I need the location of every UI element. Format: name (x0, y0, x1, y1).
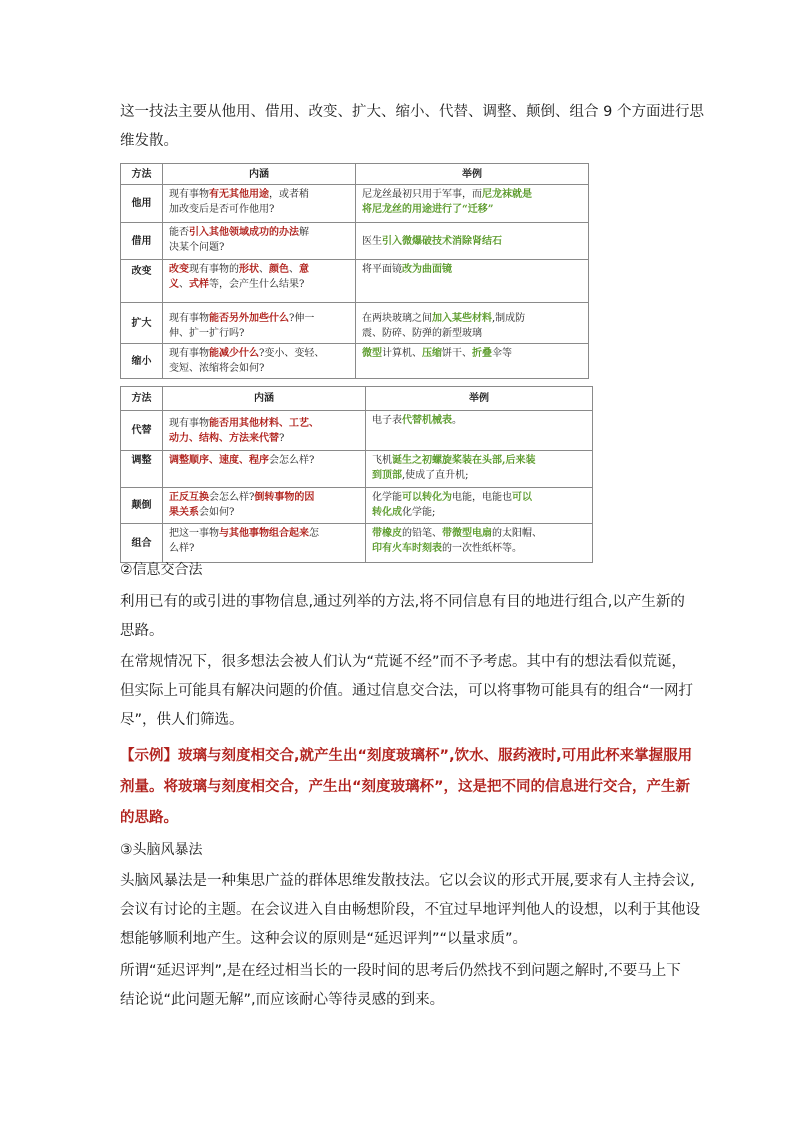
text-line: 会议有讨论的主题。在会议进入自由畅想阶段，不宜过早地评判他人的设想，以利于其他设 (120, 902, 700, 918)
example-paragraph (120, 741, 693, 834)
text-line: 头脑风暴法是一种集思广益的群体思维发散技法。它以会议的形式开展,要求有人主持会议, (120, 873, 695, 889)
table-row (121, 488, 593, 524)
text-line: 维发散。 (120, 133, 178, 149)
paragraph (120, 588, 685, 646)
content-cell: 现有事物能减少什么?变小、变轻、 变短、浓缩将会如何? (163, 344, 356, 379)
method-cell: 组合 (121, 524, 163, 563)
method-cell: 颠倒 (121, 488, 163, 524)
method-cell: 调整 (121, 451, 163, 488)
section-heading-brainstorm: ③头脑风暴法 (120, 842, 203, 858)
method-table-2 (120, 386, 593, 563)
table-row (121, 524, 593, 563)
text-line: 尽”，供人们筛选。 (120, 712, 244, 728)
table-row (121, 223, 589, 260)
section-heading-info-crossing: ②信息交合法 (120, 562, 203, 578)
example-cell: 飞机诞生之初螺旋桨装在头部,后来装 到顶部,使成了直升机; (366, 451, 593, 488)
text-line: 这一技法主要从他用、借用、改变、扩大、缩小、代替、调整、颠倒、组合 9 个方面进行思 (120, 104, 704, 120)
table-row (121, 411, 593, 451)
text-line: 结论说“此问题无解”,而应该耐心等待灵感的到来。 (120, 992, 445, 1008)
table-header-row (121, 164, 589, 185)
example-cell: 微型计算机、压缩饼干、折叠伞等 (356, 344, 589, 379)
method-cell: 他用 (121, 185, 163, 223)
example-cell: 尼龙丝最初只用于军事，而尼龙袜就是 将尼龙丝的用途进行了“迁移” (356, 185, 589, 223)
header-content: 内涵 (163, 164, 356, 185)
text-line: 思路。 (120, 623, 164, 639)
text-line: 在常规情况下，很多想法会被人们认为“荒诞不经”而不予考虑。其中有的想法看似荒诞， (120, 654, 687, 670)
text-line: 所谓“延迟评判”,是在经过相当长的一段时间的思考后仍然找不到问题之解时,不要马上下 (120, 963, 681, 979)
header-content: 内涵 (163, 387, 366, 411)
content-cell: 现有事物有无其他用途，或者稍 加改变后是否可作他用? (163, 185, 356, 223)
table-header-row (121, 387, 593, 411)
content-cell: 调整顺序、速度、程序会怎么样? (163, 451, 366, 488)
header-method: 方法 (121, 164, 163, 185)
header-example: 举例 (366, 387, 593, 411)
intro-paragraph (120, 98, 704, 156)
text-line: 的思路。 (120, 810, 178, 826)
table-row (121, 185, 589, 223)
text-line: 【示例】玻璃与刻度相交合,就产生出“刻度玻璃杯”,饮水、服药液时,可用此杯来掌握服用 (120, 748, 693, 764)
example-cell: 电子表代替机械表。 (366, 411, 593, 451)
example-cell: 医生引入微爆破技术消除肾结石 (356, 223, 589, 260)
content-cell: 现有事物能否用其他材料、工艺、 动力、结构、方法来代替? (163, 411, 366, 451)
method-table-1 (120, 163, 589, 379)
content-cell: 改变现有事物的形状、颜色、意 义、式样等，会产生什么结果? (163, 260, 356, 303)
table-row (121, 451, 593, 488)
paragraph (120, 648, 694, 735)
table-row (121, 303, 589, 344)
example-cell: 带橡皮的铅笔、带微型电扇的太阳帽、 印有火车时刻表的一次性纸杯等。 (366, 524, 593, 563)
example-cell: 化学能可以转化为电能，电能也可以 转化成化学能; (366, 488, 593, 524)
method-cell: 借用 (121, 223, 163, 260)
table-row (121, 344, 589, 379)
text-line: 利用已有的或引进的事物信息,通过列举的方法,将不同信息有目的地进行组合,以产生新的 (120, 594, 685, 610)
text-line: 想能够顺利地产生。这种会议的原则是“延迟评判”“以量求质”。 (120, 931, 528, 947)
method-cell: 扩大 (121, 303, 163, 344)
example-cell: 将平面镜改为曲面镜 (356, 260, 589, 303)
method-cell: 代替 (121, 411, 163, 451)
header-method: 方法 (121, 387, 163, 411)
header-example: 举例 (356, 164, 589, 185)
content-cell: 能否引入其他领域成功的办法解 决某个问题? (163, 223, 356, 260)
content-cell: 把这一事物与其他事物组合起来怎 么样? (163, 524, 366, 563)
content-cell: 正反互换会怎么样?倒转事物的因 果关系会如何? (163, 488, 366, 524)
example-cell: 在两块玻璃之间加入某些材料,制成防 震、防碎、防弹的新型玻璃 (356, 303, 589, 344)
content-cell: 现有事物能否另外加些什么?伸一 伸、扩一扩行吗? (163, 303, 356, 344)
method-cell: 改变 (121, 260, 163, 303)
text-line: 但实际上可能具有解决问题的价值。通过信息交合法，可以将事物可能具有的组合“一网打 (120, 683, 694, 699)
paragraph (120, 867, 700, 954)
method-cell: 缩小 (121, 344, 163, 379)
table-row (121, 260, 589, 303)
text-line: 剂量。将玻璃与刻度相交合，产生出“刻度玻璃杯”，这是把不同的信息进行交合，产生新 (120, 779, 691, 795)
paragraph (120, 957, 680, 1015)
